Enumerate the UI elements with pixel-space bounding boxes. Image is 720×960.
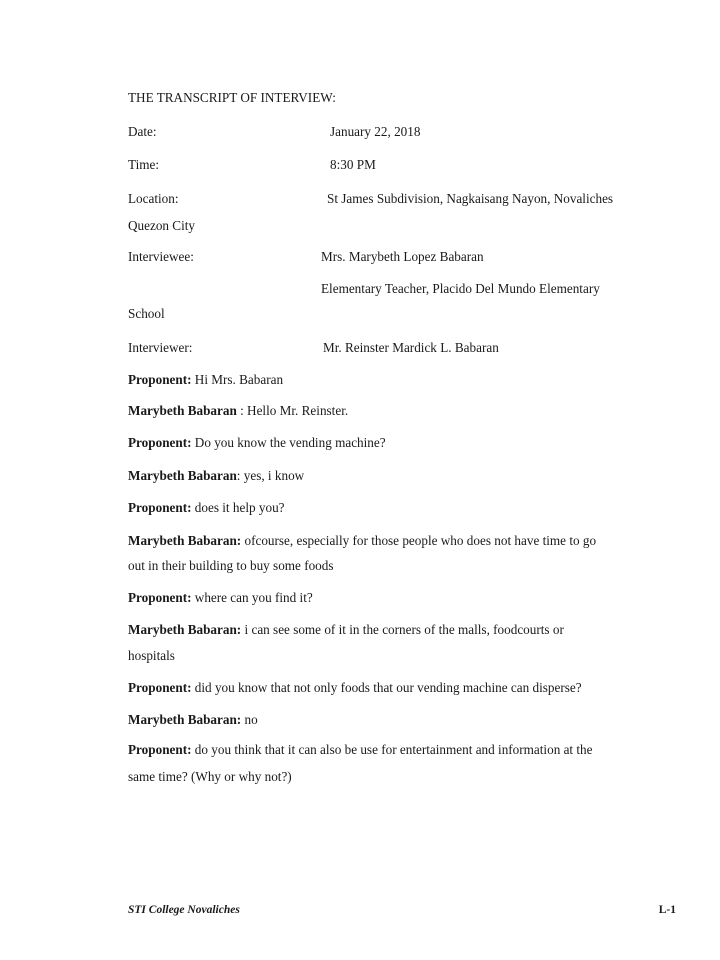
dialogue-entry [128, 435, 648, 451]
utterance: Hi Mrs. Babaran [194, 372, 284, 387]
dialogue-continuation: same time? (Why or why not?) [128, 769, 292, 784]
dialogue-entry [128, 712, 648, 728]
utterance: where can you find it? [194, 590, 313, 605]
speaker-label: Proponent: [128, 372, 192, 387]
utterance: Do you know the vending machine? [194, 435, 386, 450]
interviewee-label: Interviewee: [128, 249, 194, 264]
dialogue-entry [128, 468, 648, 484]
location-label: Location: [128, 191, 179, 206]
interviewee-name: Mrs. Marybeth Lopez Babaran [321, 249, 484, 264]
interviewer-name: Mr. Reinster Mardick L. Babaran [323, 340, 499, 355]
speaker-label: Proponent: [128, 500, 192, 515]
utterance: ofcourse, especially for those people who does not have time to go [244, 533, 597, 548]
utterance: : yes, i know [236, 468, 305, 483]
interviewee-title: Elementary Teacher, Placido Del Mundo Elementary [321, 281, 600, 296]
dialogue-continuation: out in their building to buy some foods [128, 558, 334, 573]
dialogue-continuation: hospitals [128, 648, 175, 663]
utterance: no [244, 712, 258, 727]
dialogue-entry [128, 372, 648, 388]
utterance: : Hello Mr. Reinster. [240, 403, 349, 418]
interviewee-title-continued: School [128, 306, 165, 321]
interviewer-label: Interviewer: [128, 340, 193, 355]
speaker-label: Proponent: [128, 590, 192, 605]
time-label: Time: [128, 157, 160, 172]
location-value-continued: Quezon City [128, 218, 196, 233]
date-label: Date: [128, 124, 157, 139]
dialogue-entry [128, 533, 648, 549]
location-value: St James Subdivision, Nagkaisang Nayon, Novaliches [327, 191, 614, 206]
speaker-label: Marybeth Babaran [128, 403, 237, 418]
speaker-label: Proponent: [128, 435, 192, 450]
dialogue-entry [128, 680, 648, 696]
speaker-label: Marybeth Babaran [128, 468, 237, 483]
dialogue-entry [128, 590, 648, 606]
date-value: January 22, 2018 [330, 124, 421, 139]
speaker-label: Proponent: [128, 680, 192, 695]
speaker-label: Marybeth Babaran: [128, 622, 242, 637]
utterance: i can see some of it in the corners of the malls, foodcourts or [244, 622, 564, 637]
dialogue-entry [128, 403, 648, 419]
dialogue-entry [128, 742, 648, 758]
footer-institution: STI College Novaliches [128, 904, 240, 916]
time-value: 8:30 PM [330, 157, 376, 172]
utterance: do you think that it can also be use for entertainment and information at the [194, 742, 593, 757]
document-title: THE TRANSCRIPT OF INTERVIEW: [128, 90, 336, 105]
dialogue-entry [128, 622, 648, 638]
speaker-label: Proponent: [128, 742, 192, 757]
utterance: did you know that not only foods that our vending machine can disperse? [194, 680, 582, 695]
page-number: L-1 [658, 904, 676, 916]
speaker-label: Marybeth Babaran: [128, 712, 242, 727]
speaker-label: Marybeth Babaran: [128, 533, 242, 548]
utterance: does it help you? [194, 500, 285, 515]
dialogue-entry [128, 500, 648, 516]
